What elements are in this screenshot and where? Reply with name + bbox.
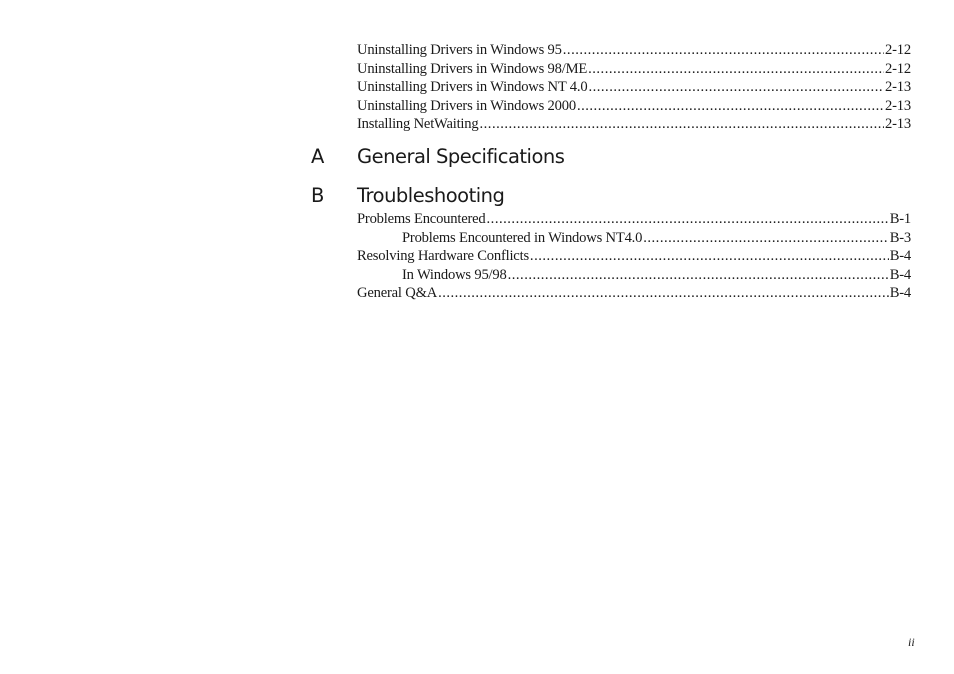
appendix-b-heading[interactable] [311, 184, 504, 208]
toc-entry-label: In Windows 95/98 [402, 266, 507, 283]
dot-leader [530, 247, 889, 266]
appendix-b-toc-list [357, 210, 911, 303]
toc-entry-page: 2-13 [885, 116, 911, 132]
dot-leader [643, 229, 888, 248]
dot-leader [438, 284, 889, 303]
chapter2-toc-list [357, 41, 911, 134]
toc-entry-label: Uninstalling Drivers in Windows 2000 [357, 97, 576, 114]
toc-entry[interactable] [357, 210, 911, 229]
dot-leader [577, 97, 884, 116]
dot-leader [588, 60, 884, 79]
dot-leader [480, 115, 885, 134]
toc-entry-label: Installing NetWaiting [357, 116, 479, 132]
toc-entry-page: 2-13 [885, 97, 911, 114]
appendix-letter: A [311, 145, 324, 168]
toc-entry-label: Uninstalling Drivers in Windows 95 [357, 42, 562, 58]
toc-entry-label: Problems Encountered in Windows NT4.0 [402, 229, 643, 246]
toc-entry-page: B-3 [889, 229, 911, 246]
toc-entry-page: 2-13 [885, 79, 911, 95]
dot-leader [487, 210, 889, 229]
toc-entry-label: Uninstalling Drivers in Windows 98/ME [357, 60, 588, 77]
appendix-title: Troubleshooting [357, 184, 505, 207]
appendix-letter: B [311, 184, 324, 207]
appendix-a-heading[interactable] [311, 145, 564, 169]
toc-entry-label: Uninstalling Drivers in Windows NT 4.0 [357, 79, 588, 95]
toc-entry-page: B-4 [889, 266, 911, 283]
toc-entry[interactable] [357, 60, 911, 79]
toc-subentry[interactable] [357, 266, 911, 285]
toc-entry-label: Resolving Hardware Conflicts [357, 248, 529, 264]
toc-entry[interactable] [357, 41, 911, 60]
toc-entry[interactable] [357, 78, 911, 97]
toc-subentry[interactable] [357, 229, 911, 248]
toc-entry-page: B-1 [889, 211, 911, 227]
toc-entry[interactable] [357, 284, 911, 303]
toc-entry-page: B-4 [889, 285, 911, 301]
toc-entry-page: 2-12 [885, 60, 911, 77]
toc-entry-label: Problems Encountered [357, 211, 486, 227]
toc-entry[interactable] [357, 97, 911, 116]
toc-entry-page: B-4 [889, 248, 911, 264]
toc-entry[interactable] [357, 247, 911, 266]
toc-entry[interactable] [357, 115, 911, 134]
dot-leader [588, 78, 884, 97]
page-number: ii [908, 635, 915, 649]
appendix-title: General Specifications [357, 145, 565, 168]
dot-leader [563, 41, 884, 60]
toc-entry-page: 2-12 [885, 42, 911, 58]
dot-leader [508, 266, 889, 285]
toc-entry-label: General Q&A [357, 285, 438, 301]
